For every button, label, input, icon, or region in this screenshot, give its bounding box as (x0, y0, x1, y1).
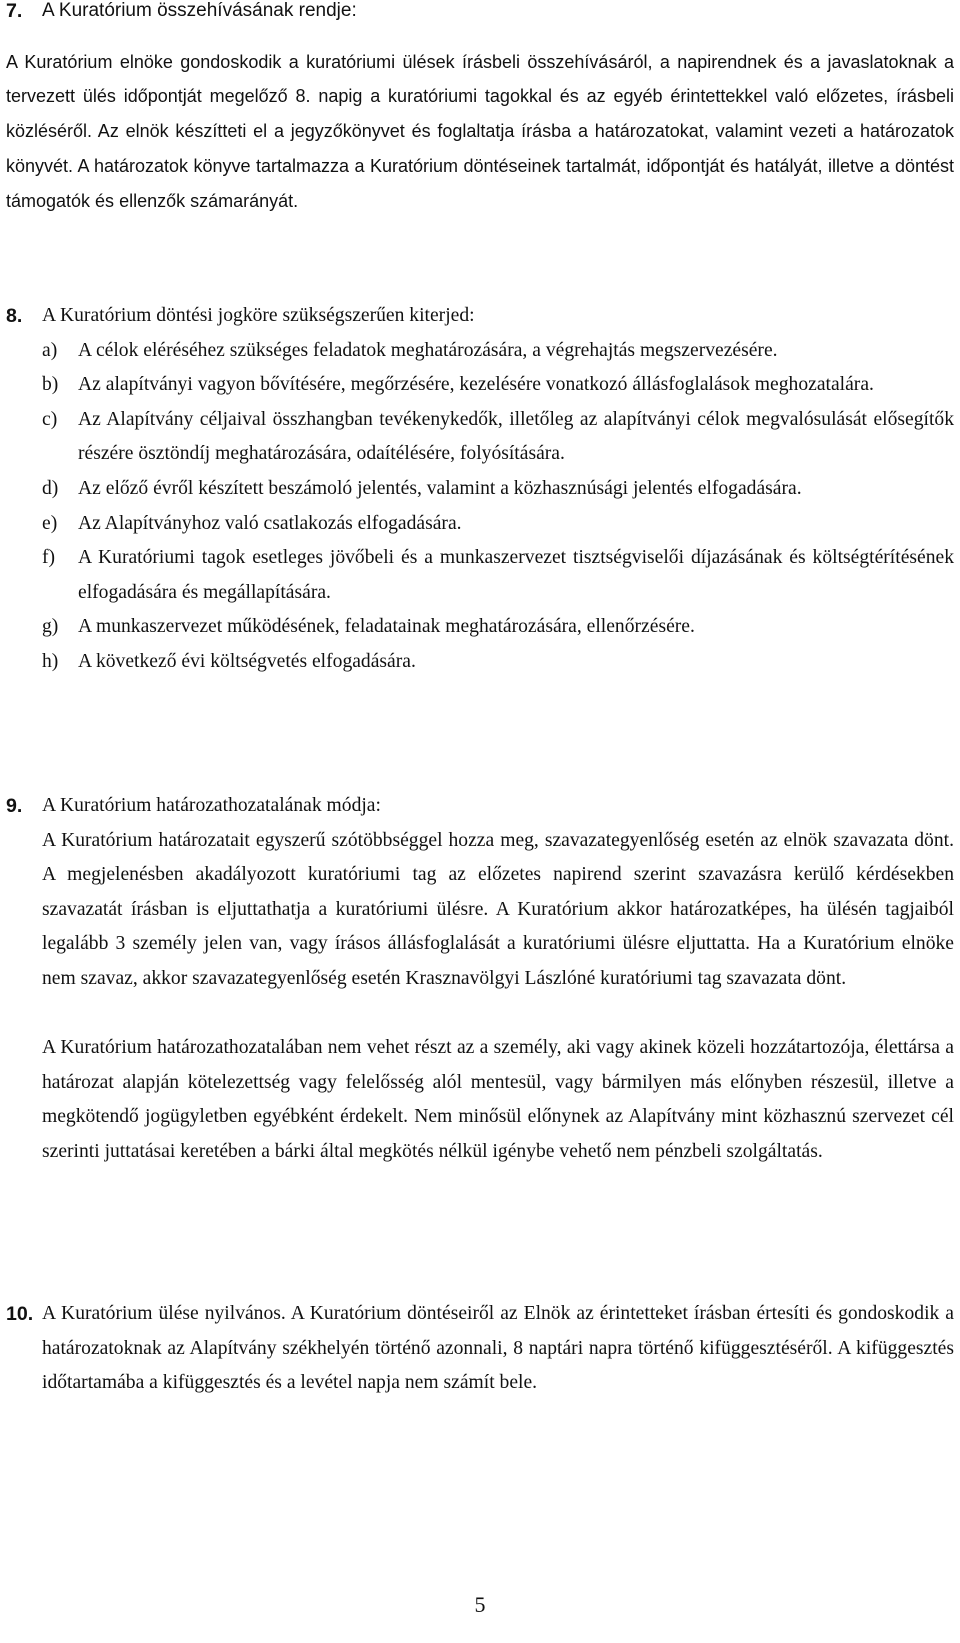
list-item-letter: e) (42, 512, 58, 534)
section-title: A Kuratórium határozathozatalának módja: (42, 795, 381, 816)
list-item-text: A következő évi költségvetés elfogadására. (78, 650, 416, 672)
list-item-letter: f) (42, 547, 56, 569)
list-item (42, 507, 954, 542)
section-text: A Kuratórium ülése nyilvános. A Kuratórium döntéseiről az Elnök az érintetteket írásban értesíti és gondoskodik a határozatoknak az Alapítvány székhelyén történő azonnali, 8 naptári napra történő kifüggesztéséről. A kifüggesztés időtartamába a kifüggesztés és a levétel napja nem számít bele. (42, 1303, 954, 1394)
list-item-text: Az alapítványi vagyon bővítésére, megőrzésére, kezelésére vonatkozó állásfoglalások meghozatalára. (78, 374, 874, 396)
list-item-text: Az Alapítványhoz való csatlakozás elfogadására. (78, 512, 462, 534)
list-item-letter: h) (42, 650, 59, 672)
paragraph: A Kuratórium határozathozatalában nem vehet részt az a személy, aki vagy akinek közeli hozzátartozója, élettársa a határozat alapján kötelezettség vagy felelősség alól mentesül, vagy bármilyen más előnyben részesül, illetve a megkötendő jogügyletben egyébként érdekelt. Nem minősül előnynek az Alapítvány mint közhasznú szervezet cél szerinti juttatásai keretében a bárki által megkötés nélkül igénybe vehető nem pénzbeli szolgáltatás. (42, 1037, 954, 1162)
section-7-body: A Kuratórium elnöke gondoskodik a kuratóriumi ülések írásbeli összehívásáról, a napirendnek és a javaslatoknak a tervezett ülés időpontját megelőző 8. napig a kuratóriumi tagokkal és az egyéb érintettekkel való előzetes, írásbeli közléséről. Az elnök készítteti el a jegyzőkönyvet és foglaltatja írásba a határozatokat, valamint vezeti a határozatok könyvét. A határozatok könyve tartalmazza a Kuratórium döntéseinek tartalmát, időpontját és hatályát, illetve a döntést támogatók és ellenzők számarányát. (6, 51, 954, 211)
list-item (42, 610, 954, 645)
section-9 (6, 789, 954, 1170)
section-7 (6, 0, 954, 219)
section-number: 10. (6, 1303, 34, 1325)
section-8-list (42, 334, 954, 680)
list-item-text: Az Alapítvány céljaival összhangban tevékenykedők, illetőleg az alapítványi célok megvalósulását elősegítők részére ösztöndíj meghatározására, odaítélésére, folyósítására. (78, 408, 954, 465)
section-number: 9. (6, 795, 23, 817)
section-10 (6, 1297, 954, 1401)
section-9-heading (6, 789, 954, 824)
list-item (42, 334, 954, 369)
list-item-letter: d) (42, 477, 59, 499)
list-item-text: A munkaszervezet működésének, feladatainak meghatározására, ellenőrzésére. (78, 616, 695, 638)
section-number: 7. (6, 0, 23, 22)
list-item-letter: a) (42, 339, 58, 361)
list-item-text: Az előző évről készített beszámoló jelentés, valamint a közhasznúsági jelentés elfogadására. (78, 477, 802, 499)
list-item (42, 645, 954, 680)
list-item-text: A Kuratóriumi tagok esetleges jövőbeli és a munkaszervezet tisztségviselői díjazásának és költségtérítésének elfogadására és megállapítására. (78, 547, 954, 603)
section-7-heading (6, 0, 954, 29)
list-item-text: A célok eléréséhez szükséges feladatok meghatározására, a végrehajtás megszervezésére. (78, 339, 778, 361)
section-8 (6, 299, 954, 680)
section-number: 8. (6, 305, 23, 327)
section-8-heading (6, 299, 954, 334)
list-item-letter: c) (42, 408, 58, 430)
list-item (42, 368, 954, 403)
list-item (42, 472, 954, 507)
list-item (42, 541, 954, 610)
list-item-letter: g) (42, 616, 59, 638)
section-title: A Kuratórium döntési jogköre szükségszerűen kiterjed: (42, 305, 475, 326)
section-10-block (6, 1297, 954, 1401)
list-item-letter: b) (42, 374, 59, 396)
paragraph: A Kuratórium határozatait egyszerű szótöbbséggel hozza meg, szavazategyenlőség esetén az elnök szavazata dönt. A megjelenésben akadályozott kuratóriumi tag az előzetes napirend szerint szavazásra kerülő kérdésekben szavazatát írásban is eljuttathatja a kuratóriumi ülésre. A Kuratórium akkor határozatképes, ha ülésén tagjaiból legalább 3 személy jelen van, vagy írásos állásfoglalását a kuratóriumi ülésre eljuttatta. Ha a Kuratórium elnöke nem szavaz, akkor szavazategyenlőség esetén Krasznavölgyi Lászlóné kuratóriumi tag szavazata dönt. (42, 829, 954, 989)
section-title: A Kuratórium összehívásának rendje: (42, 0, 357, 21)
list-item (42, 403, 954, 472)
page-number: 5 (474, 1592, 486, 1617)
section-9-body (42, 824, 954, 1170)
